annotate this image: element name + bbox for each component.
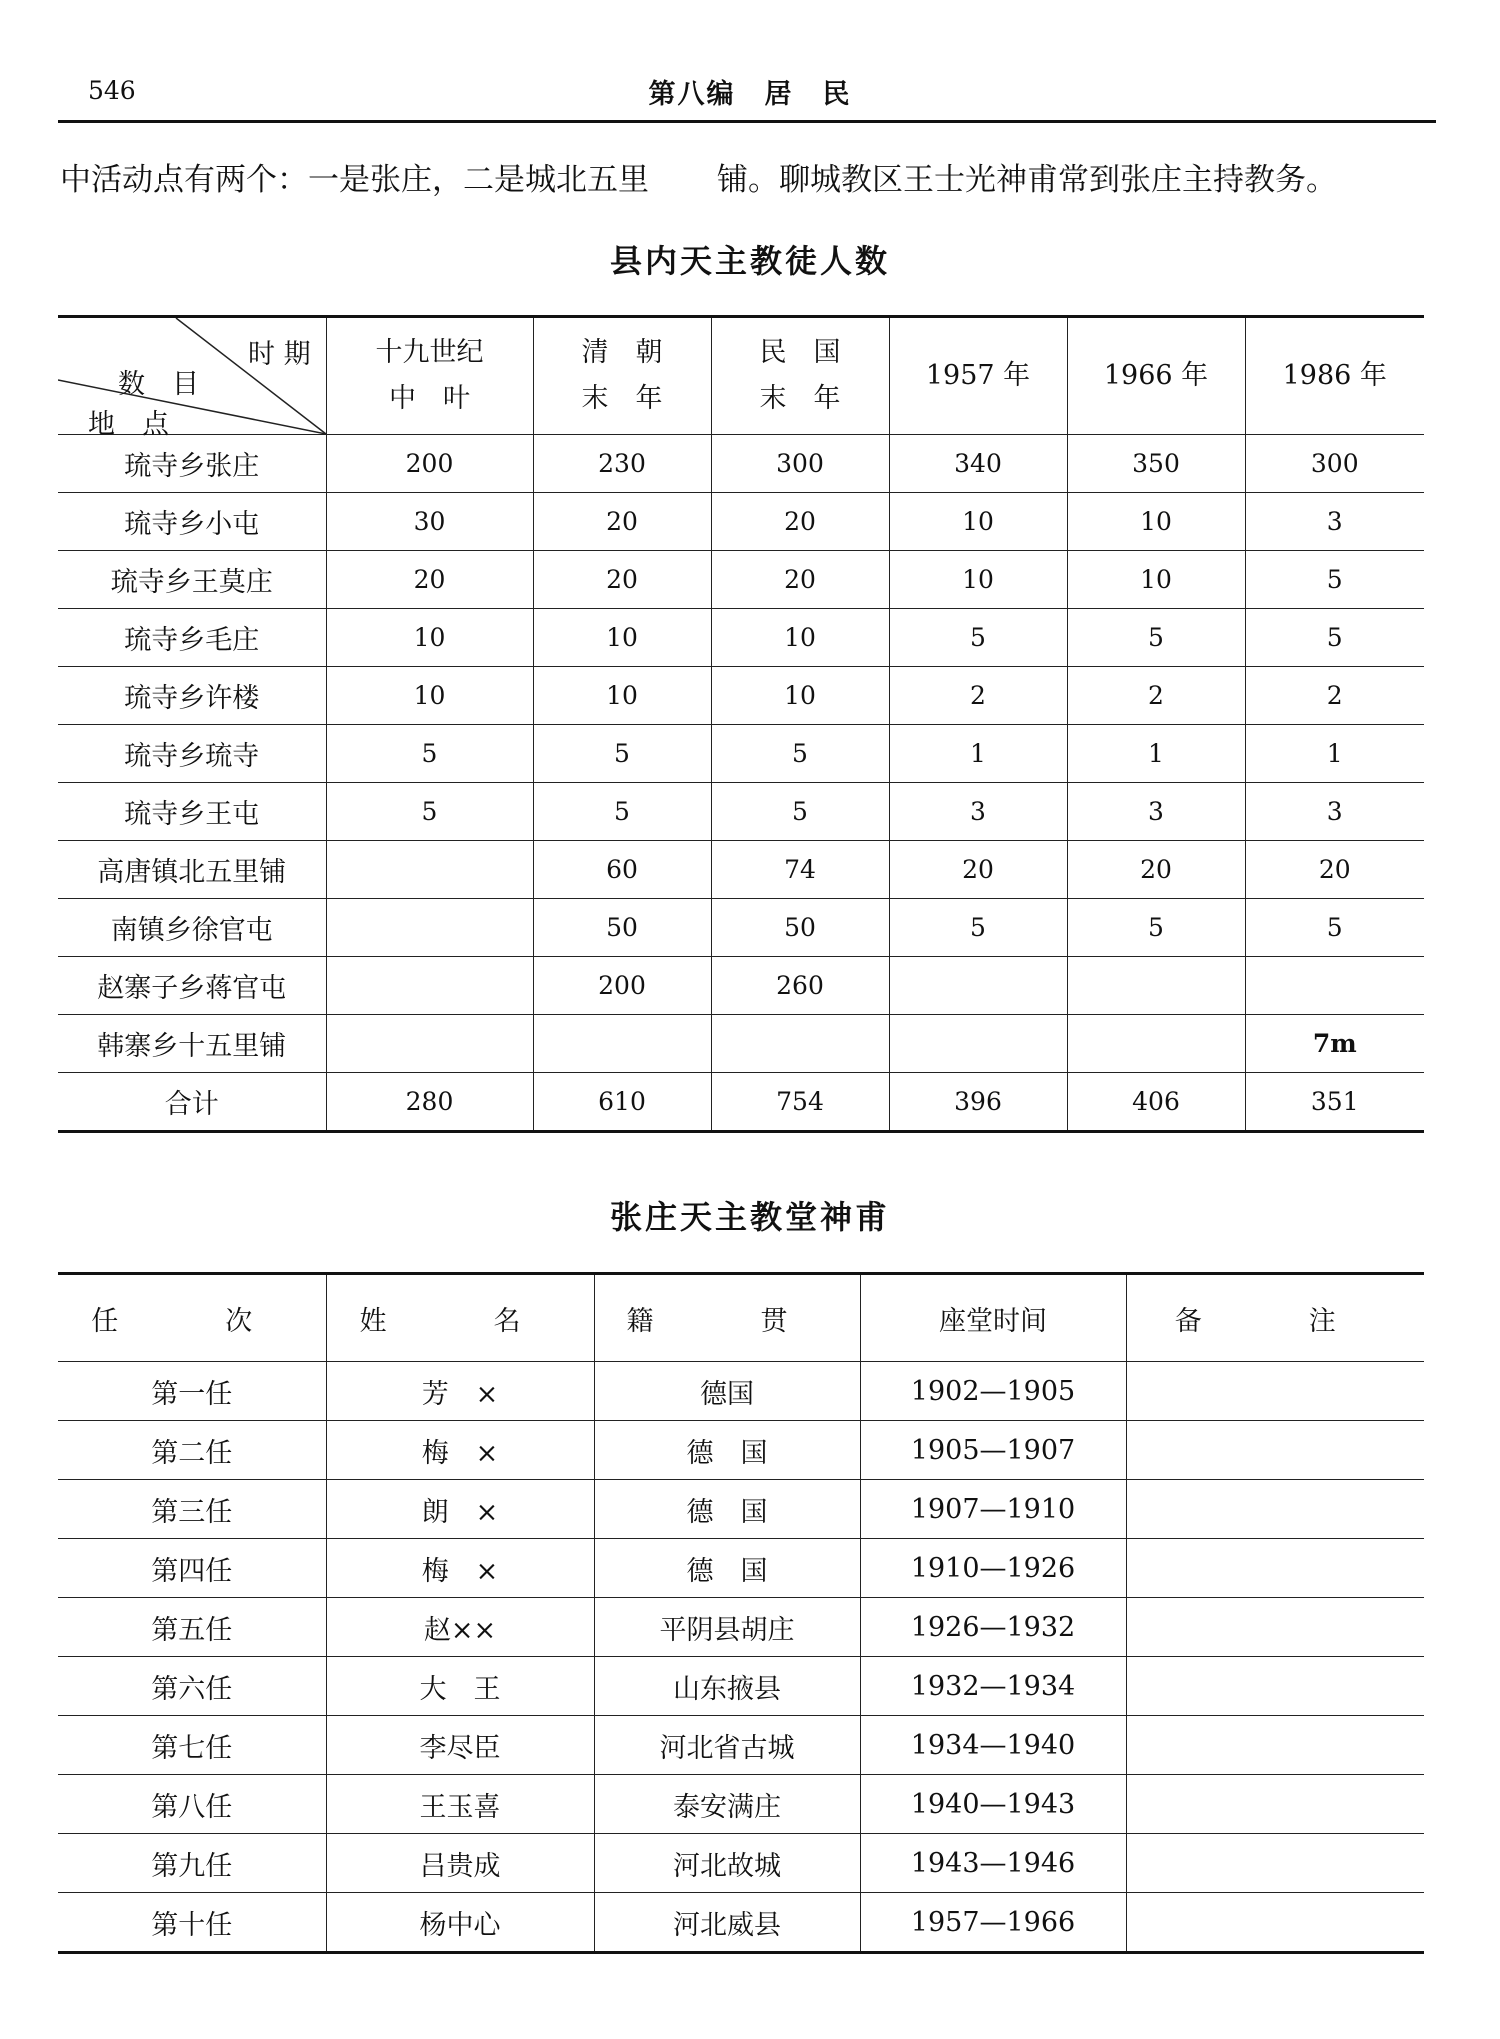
term-cell: 第十任 [58, 1893, 326, 1953]
count-cell: 10 [533, 609, 711, 667]
count-cell: 406 [1067, 1073, 1245, 1132]
period-cell: 1905—1907 [860, 1421, 1126, 1480]
table-row [58, 1362, 1424, 1421]
period-header-line2: 末 年 [759, 383, 841, 414]
count-cell: 10 [889, 493, 1067, 551]
count-cell: 3 [1245, 493, 1424, 551]
count-cell: 20 [711, 493, 889, 551]
place-cell: 合计 [58, 1073, 326, 1132]
count-cell: 3 [1245, 783, 1424, 841]
period-header-line1: 1957 年 [925, 360, 1031, 391]
table-row [58, 493, 1424, 551]
term-cell: 第四任 [58, 1539, 326, 1598]
period-header-line1: 民 国 [759, 337, 841, 368]
count-cell: 340 [889, 435, 1067, 493]
count-cell: 5 [889, 609, 1067, 667]
header-rule [58, 120, 1436, 123]
name-cell: 赵×× [326, 1598, 594, 1657]
period-header-5 [1245, 317, 1424, 435]
count-cell: 300 [711, 435, 889, 493]
period-header-3 [889, 317, 1067, 435]
count-cell: 5 [533, 783, 711, 841]
note-cell [1126, 1893, 1424, 1953]
count-cell: 200 [533, 957, 711, 1015]
name-cell: 杨中心 [326, 1893, 594, 1953]
term-cell: 第六任 [58, 1657, 326, 1716]
name-cell: 吕贵成 [326, 1834, 594, 1893]
period-cell: 1902—1905 [860, 1362, 1126, 1421]
table-row [58, 1657, 1424, 1716]
count-cell [1067, 957, 1245, 1015]
name-cell: 大 王 [326, 1657, 594, 1716]
period-header-2 [711, 317, 889, 435]
count-cell: 2 [1067, 667, 1245, 725]
count-cell: 2 [1245, 667, 1424, 725]
place-cell: 赵寨子乡蒋官屯 [58, 957, 326, 1015]
origin-cell: 河北威县 [594, 1893, 860, 1953]
term-cell: 第七任 [58, 1716, 326, 1775]
table2-title: 张庄天主教堂神甫 [609, 1198, 890, 1236]
count-cell: 7m [1245, 1015, 1424, 1073]
priests-table [58, 1272, 1424, 1954]
place-cell: 琉寺乡王屯 [58, 783, 326, 841]
count-cell: 10 [711, 667, 889, 725]
believers-table [58, 315, 1424, 1133]
count-cell: 50 [711, 899, 889, 957]
count-cell: 50 [533, 899, 711, 957]
table-row [58, 1421, 1424, 1480]
count-cell: 5 [1245, 551, 1424, 609]
count-cell: 200 [326, 435, 533, 493]
term-cell: 第九任 [58, 1834, 326, 1893]
header-period: 座堂时间 [860, 1274, 1126, 1362]
count-cell [326, 1015, 533, 1073]
name-cell: 王玉喜 [326, 1775, 594, 1834]
count-cell [326, 957, 533, 1015]
count-cell: 20 [711, 551, 889, 609]
note-cell [1126, 1598, 1424, 1657]
period-cell: 1932—1934 [860, 1657, 1126, 1716]
period-header-line1: 1986 年 [1282, 360, 1387, 391]
origin-cell: 德 国 [594, 1421, 860, 1480]
period-header-4 [1067, 317, 1245, 435]
name-cell: 芳 × [326, 1362, 594, 1421]
table-row [58, 667, 1424, 725]
count-cell: 20 [1067, 841, 1245, 899]
table1-title: 县内天主教徒人数 [609, 242, 890, 280]
count-cell: 1 [1245, 725, 1424, 783]
table-row [58, 1716, 1424, 1775]
place-cell: 琉寺乡王莫庄 [58, 551, 326, 609]
place-cell: 琉寺乡许楼 [58, 667, 326, 725]
place-cell: 韩寨乡十五里铺 [58, 1015, 326, 1073]
note-cell [1126, 1775, 1424, 1834]
count-cell: 5 [1245, 609, 1424, 667]
count-cell [326, 899, 533, 957]
running-header-title: 第八编 居 民 [648, 79, 852, 110]
name-cell: 朗 × [326, 1480, 594, 1539]
count-cell: 3 [889, 783, 1067, 841]
place-cell: 琉寺乡小屯 [58, 493, 326, 551]
note-cell [1126, 1362, 1424, 1421]
count-cell: 5 [533, 725, 711, 783]
term-cell: 第三任 [58, 1480, 326, 1539]
table1-header-row [58, 317, 1424, 435]
period-header-1 [533, 317, 711, 435]
period-header-line1: 1966 年 [1103, 360, 1209, 391]
count-cell [889, 957, 1067, 1015]
intro-text-part1: 中活动点有两个：一是张庄，二是城北五里 [60, 162, 649, 198]
period-cell: 1926—1932 [860, 1598, 1126, 1657]
count-cell: 5 [326, 783, 533, 841]
note-cell [1126, 1539, 1424, 1598]
origin-cell: 泰安满庄 [594, 1775, 860, 1834]
count-cell: 10 [1067, 551, 1245, 609]
count-cell: 60 [533, 841, 711, 899]
note-cell [1126, 1657, 1424, 1716]
table-row [58, 1539, 1424, 1598]
count-cell: 610 [533, 1073, 711, 1132]
count-cell: 10 [1067, 493, 1245, 551]
origin-cell: 平阴县胡庄 [594, 1598, 860, 1657]
count-cell: 1 [889, 725, 1067, 783]
count-cell: 5 [711, 783, 889, 841]
table1-corner-cell [58, 317, 326, 440]
count-cell: 20 [533, 551, 711, 609]
count-cell: 20 [889, 841, 1067, 899]
place-cell: 南镇乡徐官屯 [58, 899, 326, 957]
table-row [58, 1480, 1424, 1539]
table-row [58, 1893, 1424, 1953]
name-cell: 梅 × [326, 1539, 594, 1598]
count-cell: 3 [1067, 783, 1245, 841]
count-cell: 2 [889, 667, 1067, 725]
period-header-line1: 清 朝 [581, 337, 663, 368]
period-cell: 1910—1926 [860, 1539, 1126, 1598]
table-row [58, 435, 1424, 493]
term-cell: 第八任 [58, 1775, 326, 1834]
count-cell: 10 [533, 667, 711, 725]
count-cell: 10 [889, 551, 1067, 609]
table-row [58, 1834, 1424, 1893]
name-cell: 梅 × [326, 1421, 594, 1480]
table-row [58, 1073, 1424, 1132]
origin-cell: 德 国 [594, 1539, 860, 1598]
intro-text-part2: 铺。聊城教区王士光神甫常到张庄主持教务。 [717, 162, 1337, 198]
table-row [58, 551, 1424, 609]
table-row [58, 1775, 1424, 1834]
period-cell: 1957—1966 [860, 1893, 1126, 1953]
count-cell: 5 [1245, 899, 1424, 957]
count-cell: 280 [326, 1073, 533, 1132]
place-cell: 琉寺乡琉寺 [58, 725, 326, 783]
origin-cell: 河北省古城 [594, 1716, 860, 1775]
origin-cell: 河北故城 [594, 1834, 860, 1893]
period-header-line1: 十九世纪 [375, 337, 484, 368]
count-cell: 754 [711, 1073, 889, 1132]
count-cell: 396 [889, 1073, 1067, 1132]
count-cell: 20 [326, 551, 533, 609]
table-row [58, 725, 1424, 783]
count-cell: 260 [711, 957, 889, 1015]
period-cell: 1907—1910 [860, 1480, 1126, 1539]
term-cell: 第五任 [58, 1598, 326, 1657]
note-cell [1126, 1421, 1424, 1480]
table2-header-row [58, 1274, 1424, 1362]
period-cell: 1934—1940 [860, 1716, 1126, 1775]
header-name: 姓 名 [326, 1274, 594, 1362]
count-cell: 5 [1067, 899, 1245, 957]
count-cell [533, 1015, 711, 1073]
table-row [58, 1015, 1424, 1073]
place-cell: 琉寺乡张庄 [58, 435, 326, 493]
table-row [58, 957, 1424, 1015]
count-cell: 300 [1245, 435, 1424, 493]
count-cell: 5 [326, 725, 533, 783]
count-cell: 351 [1245, 1073, 1424, 1132]
count-cell: 20 [533, 493, 711, 551]
period-header-line2: 末 年 [581, 383, 663, 414]
table-row [58, 841, 1424, 899]
intro-paragraph [60, 154, 1337, 199]
origin-cell: 德国 [594, 1362, 860, 1421]
origin-cell: 德 国 [594, 1480, 860, 1539]
note-cell [1126, 1716, 1424, 1775]
corner-label-count: 数 目 [118, 369, 199, 400]
period-cell: 1940—1943 [860, 1775, 1126, 1834]
table-row [58, 783, 1424, 841]
count-cell: 10 [326, 667, 533, 725]
term-cell: 第一任 [58, 1362, 326, 1421]
count-cell [711, 1015, 889, 1073]
count-cell: 10 [326, 609, 533, 667]
count-cell: 74 [711, 841, 889, 899]
count-cell [1067, 1015, 1245, 1073]
count-cell: 5 [711, 725, 889, 783]
count-cell: 20 [1245, 841, 1424, 899]
count-cell [326, 841, 533, 899]
count-cell: 1 [1067, 725, 1245, 783]
place-cell: 琉寺乡毛庄 [58, 609, 326, 667]
period-cell: 1943—1946 [860, 1834, 1126, 1893]
table-row [58, 609, 1424, 667]
header-note: 备 注 [1126, 1274, 1424, 1362]
header-origin: 籍 贯 [594, 1274, 860, 1362]
page-number: 546 [88, 76, 136, 105]
period-header-0 [326, 317, 533, 435]
count-cell: 350 [1067, 435, 1245, 493]
place-cell: 高唐镇北五里铺 [58, 841, 326, 899]
count-cell: 10 [711, 609, 889, 667]
table-row [58, 899, 1424, 957]
count-cell: 5 [889, 899, 1067, 957]
count-cell: 30 [326, 493, 533, 551]
term-cell: 第二任 [58, 1421, 326, 1480]
corner-label-place: 地 点 [88, 409, 169, 440]
table-row [58, 1598, 1424, 1657]
name-cell: 李尽臣 [326, 1716, 594, 1775]
origin-cell: 山东掖县 [594, 1657, 860, 1716]
count-cell: 230 [533, 435, 711, 493]
note-cell [1126, 1834, 1424, 1893]
header-term: 任 次 [58, 1274, 326, 1362]
count-cell: 5 [1067, 609, 1245, 667]
count-cell [889, 1015, 1067, 1073]
count-cell [1245, 957, 1424, 1015]
note-cell [1126, 1480, 1424, 1539]
period-header-line2: 中 叶 [389, 383, 470, 414]
corner-label-period: 时 期 [248, 339, 311, 370]
